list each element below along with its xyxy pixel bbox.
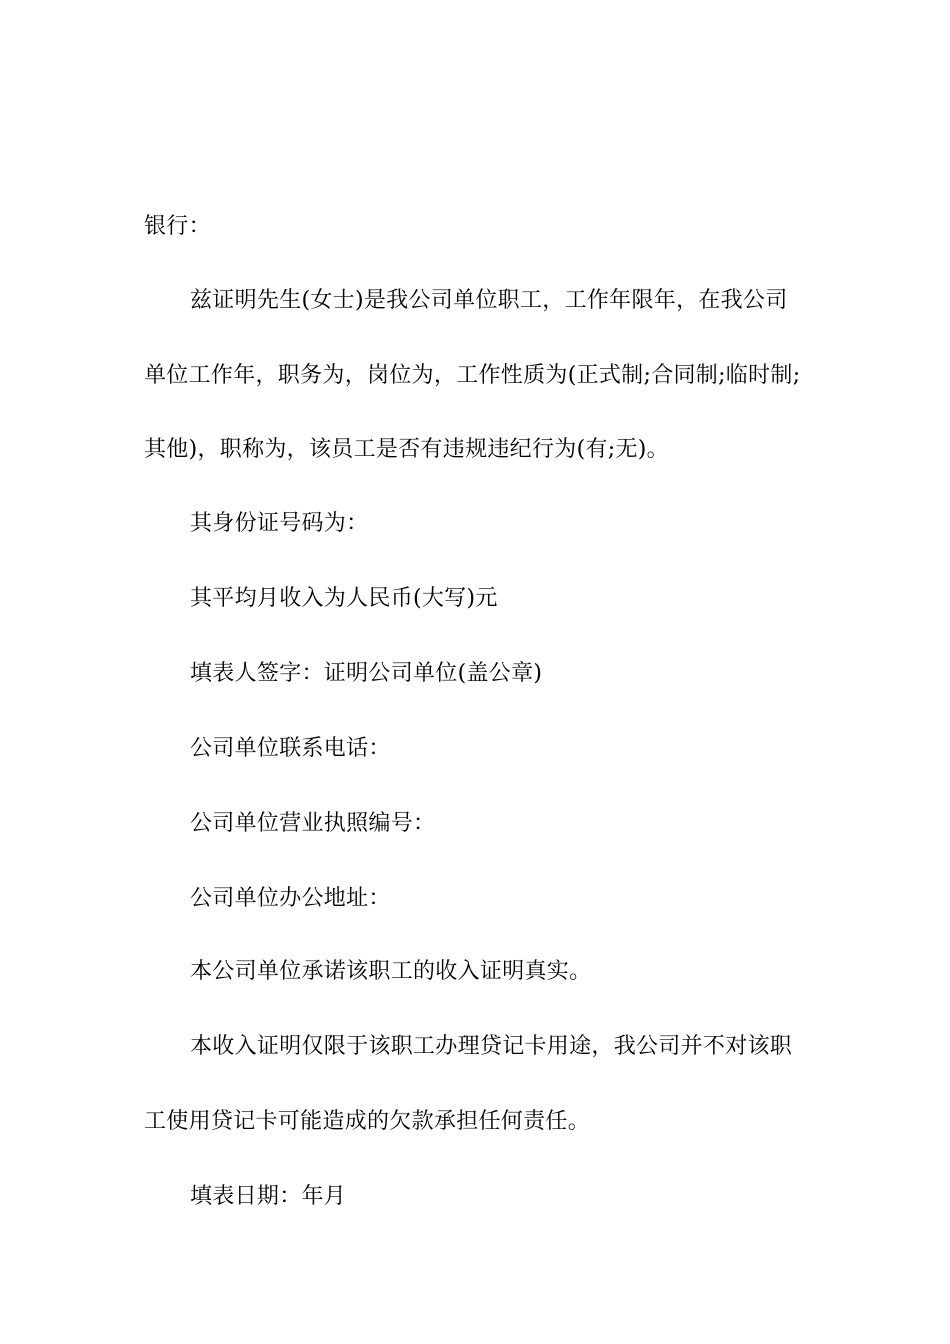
- commitment-statement: 本公司单位承诺该职工的收入证明真实。: [190, 959, 592, 984]
- paragraph-1-line-1: 兹证明先生(女士)是我公司单位职工，工作年限年，在我公司: [190, 288, 788, 313]
- business-license-label: 公司单位营业执照编号：: [190, 811, 436, 836]
- date-line: 填表日期：年月: [190, 1184, 347, 1209]
- company-phone-label: 公司单位联系电话：: [190, 736, 391, 761]
- income-line: 其平均月收入为人民币(大写)元: [190, 586, 498, 611]
- salutation: 银行：: [144, 214, 211, 239]
- paragraph-1-line-3: 其他)，职称为，该员工是否有违规违纪行为(有;无)。: [144, 437, 669, 462]
- signature-line: 填表人签字：证明公司单位(盖公章): [190, 661, 543, 686]
- id-number-label: 其身份证号码为：: [190, 511, 369, 536]
- disclaimer-line-1: 本收入证明仅限于该职工办理贷记卡用途，我公司并不对该职: [190, 1034, 793, 1059]
- disclaimer-line-2: 工使用贷记卡可能造成的欠款承担任何责任。: [144, 1109, 591, 1134]
- paragraph-1-line-2: 单位工作年，职务为，岗位为，工作性质为(正式制;合同制;临时制;: [144, 363, 801, 388]
- office-address-label: 公司单位办公地址：: [190, 886, 391, 911]
